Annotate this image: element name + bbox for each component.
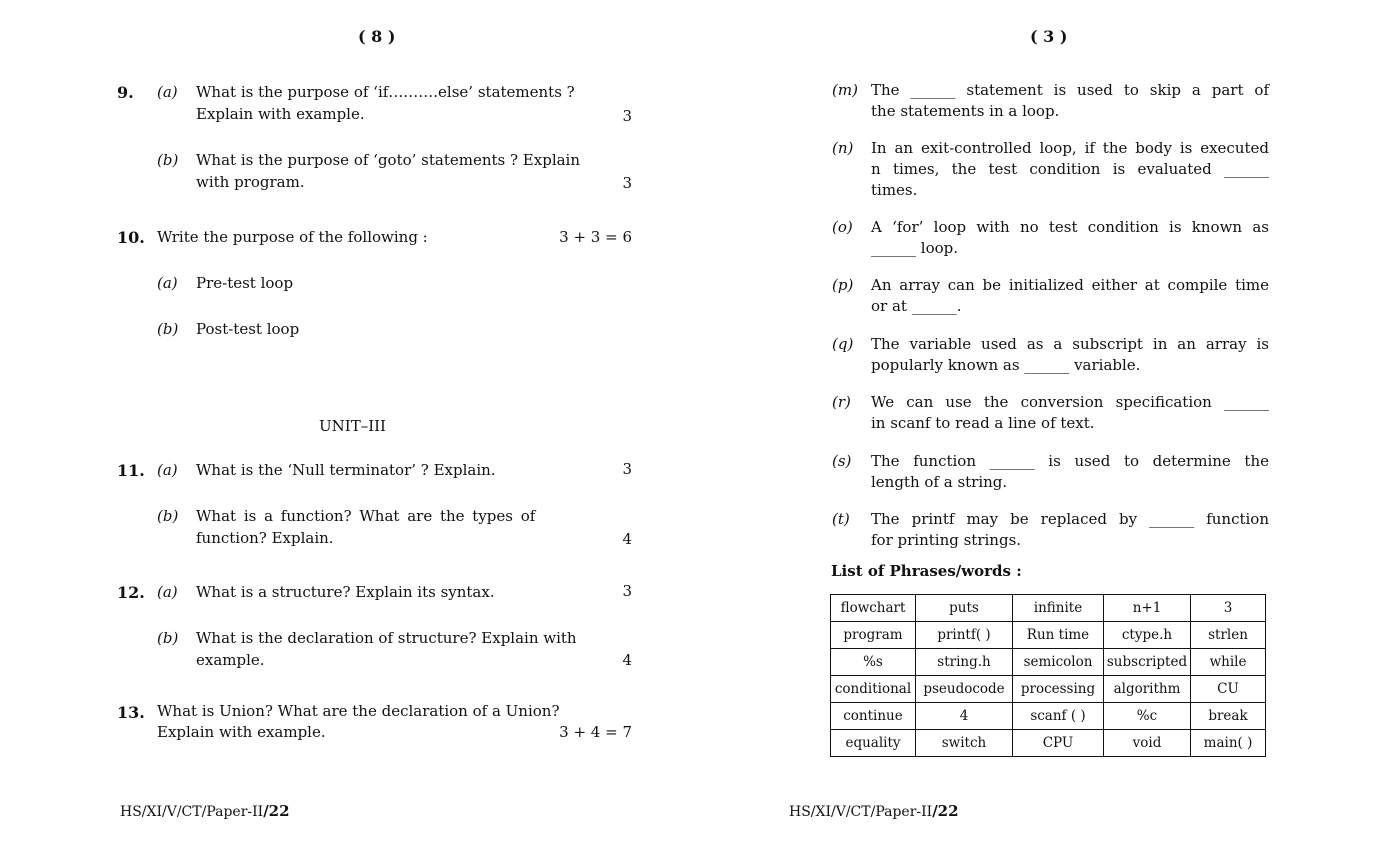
question-text <box>871 217 1269 259</box>
sub-label: (s) <box>832 452 852 470</box>
text-line: function? Explain. <box>196 529 334 547</box>
sub-label: (n) <box>832 139 854 157</box>
marks: 3 <box>622 582 632 600</box>
table-cell: void <box>1104 730 1191 757</box>
text-line: A ‘for’ loop with no test condition is known as <box>871 218 1269 236</box>
question-number: 12. <box>117 583 145 602</box>
table-row <box>831 649 1266 676</box>
table-cell: infinite <box>1013 595 1104 622</box>
table-row <box>831 595 1266 622</box>
table-cell: %s <box>831 649 916 676</box>
text-line: What is a function? What are the types of <box>196 507 536 525</box>
question-text <box>157 701 597 743</box>
footer-left <box>120 802 290 820</box>
text-line: An array can be initialized either at compile time <box>871 276 1269 294</box>
text-line: for printing strings. <box>871 531 1022 549</box>
table-cell: semicolon <box>1013 649 1104 676</box>
footer-code: HS/XI/V/CT/Paper-II <box>120 804 264 820</box>
text-line: What is the purpose of ‘if……….else’ statements ? <box>196 83 575 101</box>
question-text: Pre-test loop <box>196 274 294 292</box>
table-cell: puts <box>916 595 1013 622</box>
table-cell: break <box>1191 703 1266 730</box>
table-cell: program <box>831 622 916 649</box>
sub-label: (b) <box>157 507 179 525</box>
question-text <box>196 505 596 549</box>
table-cell: conditional <box>831 676 916 703</box>
sub-label: (b) <box>157 320 179 338</box>
text-line: The printf may be replaced by ______ function <box>871 510 1269 528</box>
question-text: What is the ‘Null terminator’ ? Explain. <box>196 461 496 479</box>
text-line: length of a string. <box>871 473 1008 491</box>
table-cell: n+1 <box>1104 595 1191 622</box>
text-line: The variable used as a subscript in an array is <box>871 335 1269 353</box>
text-line: example. <box>196 651 265 669</box>
footer-code: HS/XI/V/CT/Paper-II <box>789 804 933 820</box>
sub-label: (m) <box>832 81 858 99</box>
sub-label: (o) <box>832 218 853 236</box>
marks: 4 <box>622 530 632 548</box>
sub-label: (b) <box>157 629 179 647</box>
table-cell: 3 <box>1191 595 1266 622</box>
table-row <box>831 622 1266 649</box>
sub-label: (a) <box>157 83 178 101</box>
table-cell: ctype.h <box>1104 622 1191 649</box>
question-number: 10. <box>117 228 145 247</box>
sub-label: (a) <box>157 461 178 479</box>
question-text <box>871 80 1269 122</box>
text-line: What is the purpose of ‘goto’ statements ? Explain <box>196 151 581 169</box>
question-text <box>871 451 1269 493</box>
table-cell: scanf ( ) <box>1013 703 1104 730</box>
table-cell: string.h <box>916 649 1013 676</box>
question-number: 9. <box>117 83 134 102</box>
marks: 3 + 3 = 6 <box>559 228 632 246</box>
question-text: What is a structure? Explain its syntax. <box>196 583 495 601</box>
question-text <box>871 509 1269 551</box>
table-cell: pseudocode <box>916 676 1013 703</box>
table-cell: algorithm <box>1104 676 1191 703</box>
sub-label: (p) <box>832 276 854 294</box>
marks: 3 <box>622 107 632 125</box>
text-line: The function ______ is used to determine the <box>871 452 1269 470</box>
table-cell: flowchart <box>831 595 916 622</box>
table-cell: strlen <box>1191 622 1266 649</box>
sub-label: (q) <box>832 335 854 353</box>
marks: 3 <box>622 460 632 478</box>
marks: 3 + 4 = 7 <box>559 723 632 741</box>
table-row <box>831 730 1266 757</box>
page-number-left: ( 8 ) <box>358 27 396 46</box>
footer-suffix: /22 <box>932 802 959 820</box>
marks: 4 <box>622 651 632 669</box>
text-line: times. <box>871 181 918 199</box>
sub-label: (a) <box>157 274 178 292</box>
page-number-right: ( 3 ) <box>1030 27 1068 46</box>
question-text <box>871 275 1269 317</box>
text-line: ______ loop. <box>871 239 958 257</box>
question-text <box>871 392 1269 434</box>
question-text: Post-test loop <box>196 320 300 338</box>
text-line: Explain with example. <box>196 105 365 123</box>
text-line: The ______ statement is used to skip a part of <box>871 81 1269 99</box>
question-text <box>871 334 1269 376</box>
text-line: In an exit-controlled loop, if the body is executed <box>871 139 1269 157</box>
footer-suffix: /22 <box>263 802 290 820</box>
question-text <box>196 627 596 671</box>
question-text <box>871 138 1269 201</box>
sub-label: (a) <box>157 583 178 601</box>
text-line: in scanf to read a line of text. <box>871 414 1095 432</box>
table-cell: Run time <box>1013 622 1104 649</box>
table-row <box>831 703 1266 730</box>
text-line: or at ______. <box>871 297 962 315</box>
marks: 3 <box>622 174 632 192</box>
table-cell: while <box>1191 649 1266 676</box>
sub-label: (b) <box>157 151 179 169</box>
footer-right <box>789 802 959 820</box>
table-cell: printf( ) <box>916 622 1013 649</box>
table-cell: %c <box>1104 703 1191 730</box>
table-cell: processing <box>1013 676 1104 703</box>
table-cell: CU <box>1191 676 1266 703</box>
unit-heading: UNIT–III <box>319 417 386 435</box>
text-line: What is the declaration of structure? Explain with <box>196 629 577 647</box>
phrases-heading: List of Phrases/words : <box>831 562 1022 580</box>
table-cell: main( ) <box>1191 730 1266 757</box>
phrases-table <box>830 594 1266 757</box>
sub-label: (t) <box>832 510 850 528</box>
table-cell: CPU <box>1013 730 1104 757</box>
text-line: popularly known as ______ variable. <box>871 356 1141 374</box>
table-cell: 4 <box>916 703 1013 730</box>
text-line: What is Union? What are the declaration of a Union? <box>157 702 560 720</box>
text-line: the statements in a loop. <box>871 102 1060 120</box>
question-number: 11. <box>117 461 145 480</box>
question-number: 13. <box>117 703 145 722</box>
table-cell: equality <box>831 730 916 757</box>
text-line: with program. <box>196 173 305 191</box>
text-line: Explain with example. <box>157 723 326 741</box>
table-row <box>831 676 1266 703</box>
table-cell: switch <box>916 730 1013 757</box>
text-line: n times, the test condition is evaluated ______ <box>871 160 1269 178</box>
sub-label: (r) <box>832 393 851 411</box>
question-text <box>196 149 596 193</box>
question-text: Write the purpose of the following : <box>157 228 428 246</box>
text-line: We can use the conversion specification ______ <box>871 393 1269 411</box>
table-cell: subscripted <box>1104 649 1191 676</box>
table-cell: continue <box>831 703 916 730</box>
question-text <box>196 81 596 125</box>
